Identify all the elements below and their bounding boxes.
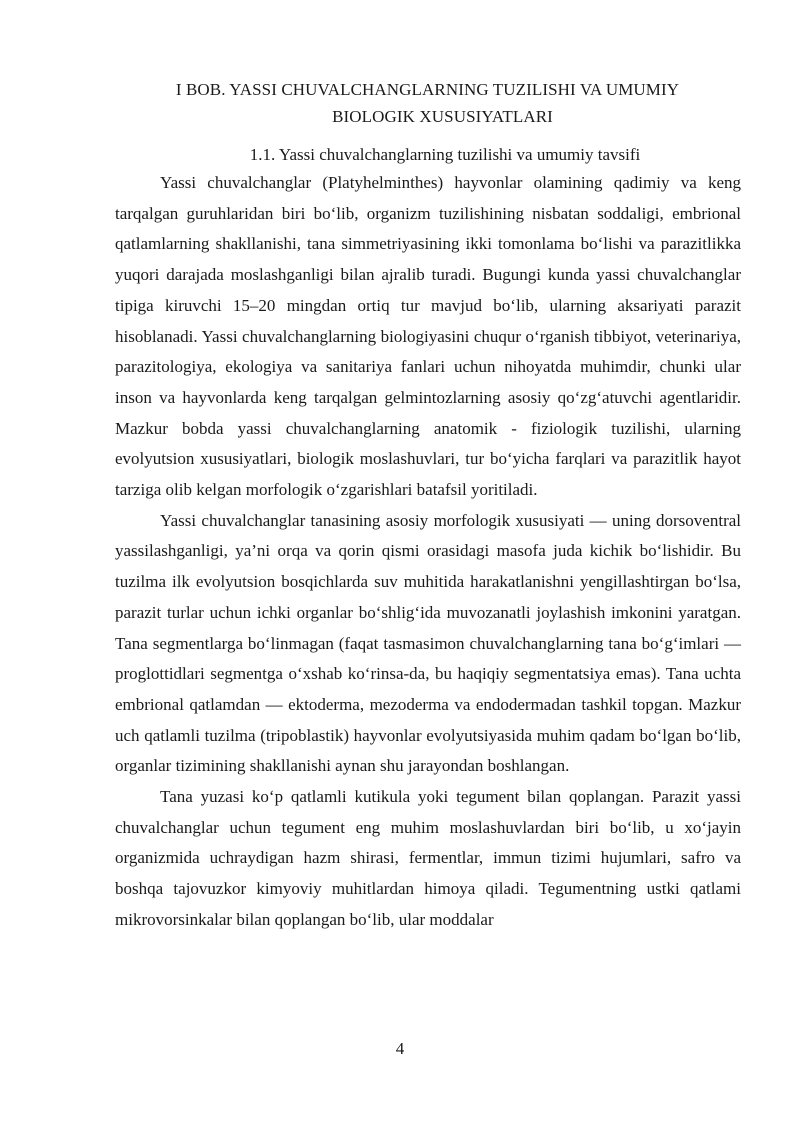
chapter-title-line1: I BOB. YASSI CHUVALCHANGLARNING TUZILISHI VA UMUMIY	[175, 80, 680, 99]
paragraph: Yassi chuvalchanglar (Platyhelminthes) hayvonlar olamining qadimiy va keng tarqalgan guruhlaridan biri bo‘lib, organizm tuzilishining nisbatan soddaligi, embrional qatlamlarning shakllanishi, tana simmetriyasining ikki tomonlama bo‘lishi va parazitlikka yuqori darajada moslashganligi bilan ajralib turadi. Bugungi kunda yassi chuvalchanglar tipiga kiruvchi 15–20 mingdan ortiq tur mavjud bo‘lib, ularning aksariyati parazit hisoblanadi. Yassi chuvalchanglarning biologiyasini chuqur o‘rganish tibbiyot, veterinariya, parazitologiya, ekologiya va sanitariya fanlari uchun nihoyatda muhimdir, chunki ular inson va hayvonlarda keng tarqalgan gelmintozlarning asosiy qo‘zg‘atuvchi agentlaridir. Mazkur bobda yassi chuvalchanglarning anatomik - fiziologik tuzilishi, ularning evolyutsion xususiyatlari, biologik moslashuvlari, tur bo‘yicha farqlari va parazitlik hayot tarziga olib kelgan morfologik o‘zgarishlari batafsil yoritiladi.	[115, 173, 741, 500]
paragraph: Tana yuzasi ko‘p qatlamli kutikula yoki tegument bilan qoplangan. Parazit yassi chuvalchanglar uchun tegument eng muhim moslashuvlardan biri bo‘lib, u xo‘jayin organizmida uchraydigan hazm shirasi, fermentlar, immun tizimi hujumlari, safro va boshqa tajovuzkor kimyoviy muhitlardan himoya qiladi. Tegumentning ustki qatlami mikrovorsinkalar bilan qoplangan bo‘lib, ular moddalar	[115, 787, 741, 929]
paragraph: Yassi chuvalchanglar tanasining asosiy morfologik xususiyati — uning dorsoventral yassilashganligi, ya’ni orqa va qorin qismi orasidagi masofa juda kichik bo‘lishidir. Bu tuzilma ilk evolyutsion bosqichlarda suv muhitida harakatlanishni yengillashtirgan bo‘lsa, parazit turlar uchun ichki organlar bo‘shlig‘ida muvozanatli joylashish imkonini yaratgan. Tana segmentlarga bo‘linmagan (faqat tasmasimon chuvalchanglarning tana bo‘g‘imlari — proglottidlari segmentga o‘xshab ko‘rinsa-da, bu haqiqiy segmentatsiya emas). Tana uchta embrional qatlamdan — ektoderma, mezoderma va endodermadan tashkil topgan. Mazkur uch qatlamli tuzilma (tripoblastik) hayvonlar evolyutsiyasida muhim qadam bo‘lgan bo‘lib, organlar tizimining shakllanishi aynan shu jarayondan boshlangan.	[115, 510, 741, 776]
page-number: 4	[395, 1039, 405, 1058]
section-title: 1.1. Yassi chuvalchanglarning tuzilishi va umumiy tavsifi	[249, 145, 641, 164]
chapter-title-line2: BIOLOGIK XUSUSIYATLARI	[332, 107, 553, 126]
chapter-title	[115, 76, 740, 130]
body-text	[115, 168, 741, 936]
